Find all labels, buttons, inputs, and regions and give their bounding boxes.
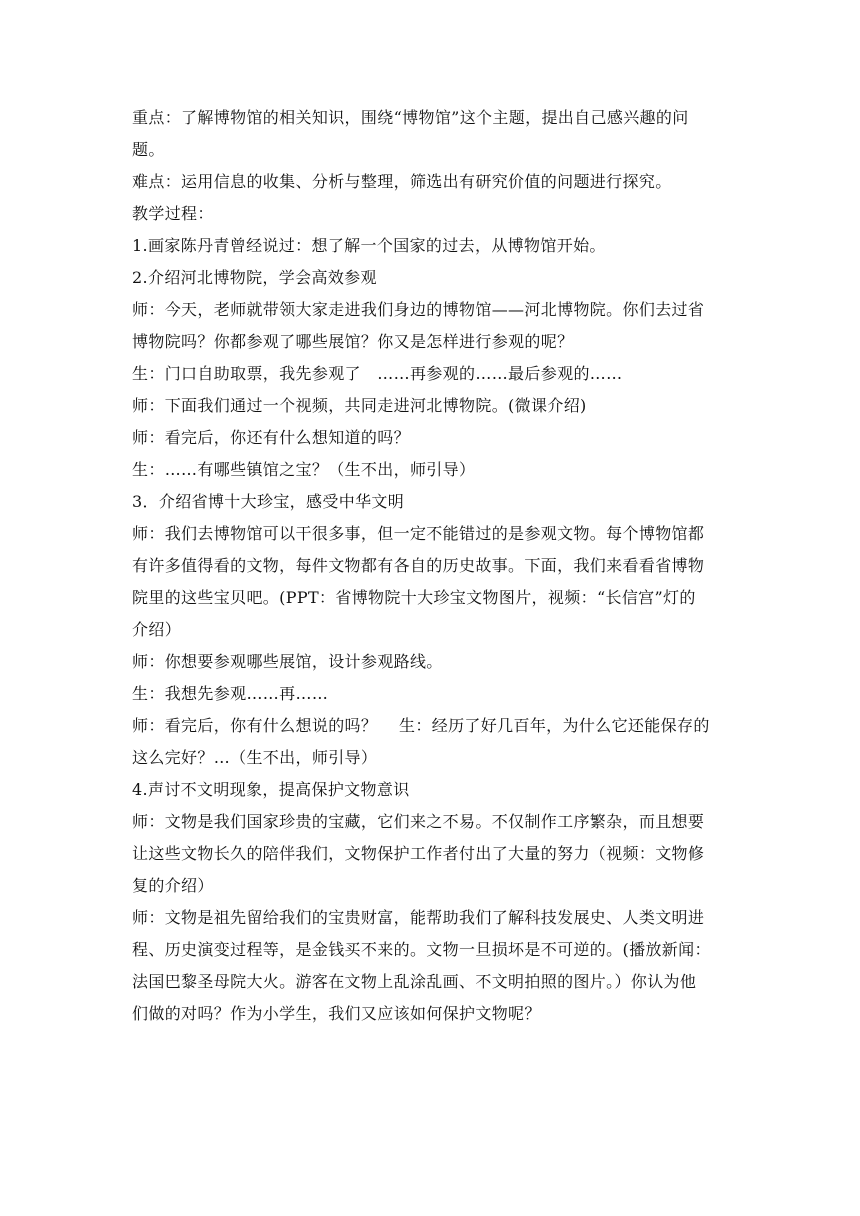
text-line: 们做的对吗？作为小学生，我们又应该如何保护文物呢？ [132,1004,541,1023]
text-line: 介绍） [132,620,182,639]
text-line: 有许多值得看的文物，每件文物都有各自的历史故事。下面，我们来看看省博物 [132,556,705,575]
text-line: 师：看完后，你还有什么想知道的吗？ [132,428,410,447]
text-line: 师：文物是祖先留给我们的宝贵财富，能帮助我们了解科技发展史、人类文明进 [132,908,705,927]
text-line: 生：我想先参观……再…… [132,684,329,703]
text-line: 题。 [132,140,165,159]
text-line: 2.介绍河北博物院，学会高效参观 [132,268,377,287]
text-line: 师：文物是我们国家珍贵的宝藏，它们来之不易。不仅制作工序繁杂，而且想要 [132,812,705,831]
text-line: 师：下面我们通过一个视频，共同走进河北博物院。(微课介绍) [132,396,587,415]
text-line: 师：你想要参观哪些展馆，设计参观路线。 [132,652,443,671]
text-line: 3．介绍省博十大珍宝，感受中华文明 [132,492,405,511]
document-page [132,102,732,1030]
text-line: 师：今天，老师就带领大家走进我们身边的博物馆——河北博物院。你们去过省 [132,300,705,319]
text-line: 师：看完后，你有什么想说的吗？ 生：经历了好几百年，为什么它还能保存的 [132,716,710,735]
text-line: 生：门口自助取票，我先参观了 ……再参观的……最后参观的…… [132,364,623,383]
text-line: 教学过程： [132,204,214,223]
text-line: 博物院吗？你都参观了哪些展馆？你又是怎样进行参观的呢？ [132,332,574,351]
text-line: 院里的这些宝贝吧。(PPT：省博物院十大珍宝文物图片，视频：“长信宫”灯的 [132,588,696,607]
text-line: 这么完好？…（生不出，师引导） [132,748,378,767]
text-line: 生：……有哪些镇馆之宝？（生不出，师引导） [132,460,476,479]
text-line: 难点：运用信息的收集、分析与整理，筛选出有研究价值的问题进行探究。 [132,172,672,191]
text-line: 复的介绍） [132,876,214,895]
text-line: 重点：了解博物馆的相关知识，围绕“博物馆”这个主题，提出自己感兴趣的问 [132,108,689,127]
text-line: 1.画家陈丹青曾经说过：想了解一个国家的过去，从博物馆开始。 [132,236,606,255]
text-line: 让这些文物长久的陪伴我们，文物保护工作者付出了大量的努力（视频：文物修 [132,844,705,863]
text-line: 师：我们去博物馆可以干很多事，但一定不能错过的是参观文物。每个博物馆都 [132,524,705,543]
text-line: 程、历史演变过程等，是金钱买不来的。文物一旦损坏是不可逆的。(播放新闻： [132,940,711,959]
text-line: 法国巴黎圣母院大火。游客在文物上乱涂乱画、不文明拍照的图片。）你认为他 [132,972,697,991]
text-line: 4.声讨不文明现象，提高保护文物意识 [132,780,410,799]
